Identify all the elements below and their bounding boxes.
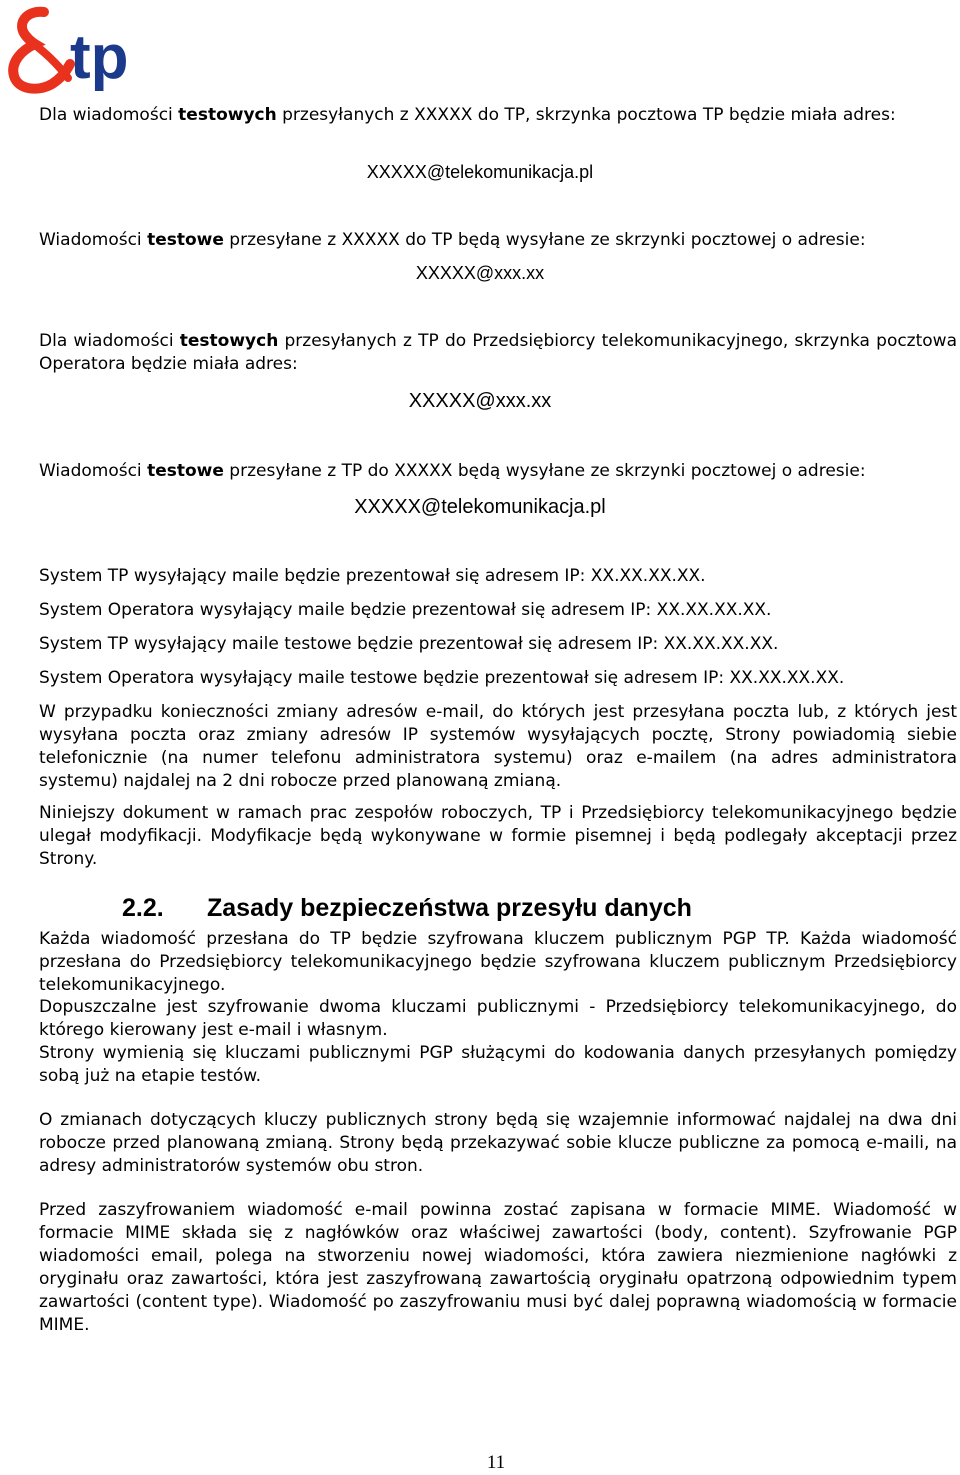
- text: Dla wiadomości: [39, 331, 180, 351]
- bold-text: testowych: [179, 331, 279, 351]
- bold-text: testowe: [147, 230, 224, 250]
- paragraph-key-exchange: Strony wymienią się kluczami publicznymi PGP służącymi do kodowania danych przesyłanych pomiędzy sobą już na etapie testów.: [39, 1043, 957, 1086]
- text: Wiadomości: [39, 461, 148, 481]
- paragraph-test-from-xxxxx: [39, 229, 866, 252]
- ip-line-operator: System Operatora wysyłający maile będzie prezentował się adresem IP: XX.XX.XX.XX.: [39, 600, 772, 620]
- section-number: 2.2.: [122, 894, 164, 922]
- text: przesyłanych z XXXXX do TP, skrzynka pocztowa TP będzie miała adres:: [276, 105, 896, 125]
- email-address-1: XXXXX@telekomunikacja.pl: [366, 162, 594, 182]
- page-number: 11: [486, 1452, 506, 1473]
- text: przesyłanych z TP do Przedsiębiorcy telekomunikacyjnego, skrzynka pocztowa Operatora będzie miała adres:: [39, 331, 957, 374]
- text: Wiadomości: [39, 230, 148, 250]
- paragraph-mime-format: Przed zaszyfrowaniem wiadomość e-mail powinna zostać zapisana w formacie MIME. Wiadomość w formacie MIME składa się z nagłówków oraz właściwej zawartości (body, content). Szyfrowanie PGP wiadomości email, polega na stworzeniu nowej wiadomości, która zawiera niezmienione nagłówki z oryginału oraz zawartości, która jest zaszyfrowaną zawartością oryginału opatrzoną odpowiednim typem zawartości (content type). Wiadomość po zaszyfrowaniu musi być dalej poprawną wiadomością w formacie MIME.: [39, 1200, 957, 1335]
- text: Dla wiadomości: [39, 105, 179, 125]
- paragraph-test-to-operator: [39, 330, 957, 376]
- paragraph-test-from-tp: [39, 460, 866, 483]
- text: przesyłane z XXXXX do TP będą wysyłane ze skrzynki pocztowej o adresie:: [223, 230, 866, 250]
- tp-logo: [4, 4, 164, 96]
- ip-line-operator-test: System Operatora wysyłający maile testowe będzie prezentował się adresem IP: XX.XX.XX.XX.: [39, 668, 845, 688]
- ip-line-tp-test: System TP wysyłający maile testowe będzie prezentował się adresem IP: XX.XX.XX.XX.: [39, 634, 779, 654]
- bold-text: testowych: [178, 105, 277, 125]
- paragraph-address-change: W przypadku konieczności zmiany adresów e-mail, do których jest przesyłana poczta lub, z których jest wysyłana poczta oraz zmiany adresów IP systemów wysyłających pocztę, Strony powiadomią siebie telefonicznie (na numer telefonu administratora systemu) oraz e-mailem (na adres administratora systemu) najdalej na 2 dni robocze przed planowaną zmianą.: [39, 702, 957, 791]
- email-address-3: XXXXX@xxx.xx: [408, 390, 552, 412]
- text: przesyłane z TP do XXXXX będą wysyłane ze skrzynki pocztowej o adresie:: [223, 461, 866, 481]
- paragraph-key-changes: O zmianach dotyczących kluczy publicznych strony będą się wzajemnie informować najdalej na dwa dni robocze przed planowaną zmianą. Strony będą przekazywać sobie klucze publiczne za pomocą e-maili, na adresy administratorów systemów obu stron.: [39, 1110, 957, 1176]
- paragraph-two-keys: Dopuszczalne jest szyfrowanie dwoma kluczami publicznymi - Przedsiębiorcy telekomunikacyjnego, do którego kierowany jest e-mail i własnym.: [39, 997, 957, 1040]
- email-address-4: XXXXX@telekomunikacja.pl: [354, 496, 606, 518]
- paragraph-test-to-tp: [39, 104, 957, 127]
- logo-text: tp: [70, 23, 129, 92]
- section-title: Zasady bezpieczeństwa przesyłu danych: [207, 894, 692, 922]
- email-address-2: XXXXX@xxx.xx: [415, 263, 545, 283]
- tp-logo-graphic: [4, 4, 164, 96]
- paragraph-pgp-encryption: Każda wiadomość przesłana do TP będzie szyfrowana kluczem publicznym PGP TP. Każda wiadomość przesłana do Przedsiębiorcy telekomunikacyjnego będzie szyfrowana kluczem publicznym Przedsiębiorcy telekomunikacyjnego.: [39, 929, 957, 995]
- paragraph-document-modification: Niniejszy dokument w ramach prac zespołów roboczych, TP i Przedsiębiorcy telekomunikacyjnego będzie ulegał modyfikacji. Modyfikacje będą wykonywane w formie pisemnej i będą podlegały akceptacji przez Strony.: [39, 803, 957, 869]
- bold-text: testowe: [147, 461, 224, 481]
- ip-line-tp: System TP wysyłający maile będzie prezentował się adresem IP: XX.XX.XX.XX.: [39, 566, 706, 586]
